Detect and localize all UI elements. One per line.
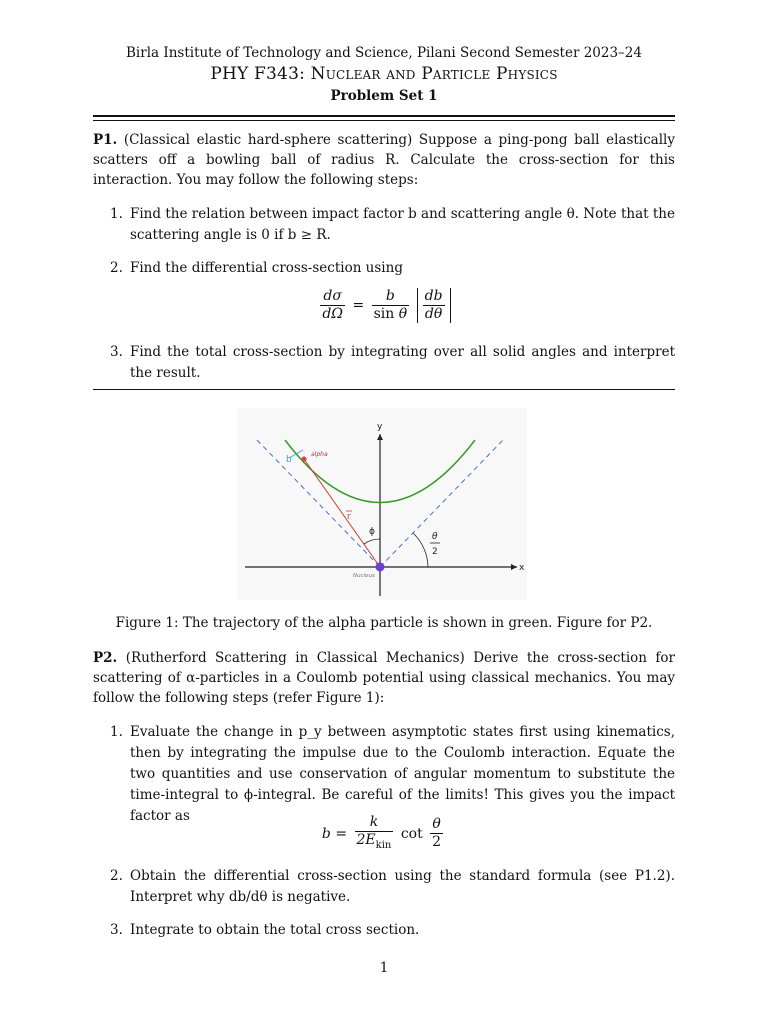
radius-label: r [347, 512, 351, 522]
p1-step-3: 3. Find the total cross-section by integrating over all solid angles and interpret the result. [110, 342, 675, 384]
theta-label-den: 2 [432, 547, 438, 557]
p2-label: P2. [93, 650, 118, 666]
impact-parameter-label: b [286, 455, 292, 465]
problem-set-title: Problem Set 1 [330, 88, 438, 104]
alpha-particle-dot [302, 457, 307, 462]
p2-step-3-text: Integrate to obtain the total cross section. [130, 922, 420, 938]
phi-label: ϕ [369, 527, 375, 537]
theta-label-num: θ [432, 532, 438, 542]
p1-step-2: 2. Find the differential cross-section using [110, 258, 675, 279]
p2-step-2-text: Obtain the differential cross-section using the standard formula (see P1.2). Interpret why db/dθ is negative. [130, 868, 675, 905]
p1-step-3-text: Find the total cross-section by integrating over all solid angles and interpret the result. [130, 344, 675, 381]
course-name: Nuclear and Particle Physics [310, 64, 558, 84]
p1-label: P1. [93, 132, 118, 148]
p1-intro-text: (Classical elastic hard-sphere scattering) Suppose a ping-pong ball elastically scatters off a bowling ball of radius R. Calculate the cross-section for this interaction. You may follow the following steps: [93, 132, 675, 188]
p1-equation: $\frac{d\sigma}{d\Omega}$ = $\frac{b}{\text{sin θ}}$ $\frac{db}{d\theta}$ [0, 288, 768, 323]
header-rule-bottom [93, 120, 675, 121]
p1-step-1-text: Find the relation between impact factor b and scattering angle θ. Note that the scattering angle is 0 if b ≥ R. [130, 206, 675, 243]
p2-step-2: 2. Obtain the differential cross-section using the standard formula (see P1.2). Interpret why db/dθ is negative. [110, 866, 675, 908]
figure-background [237, 408, 527, 600]
y-axis-label: y [377, 422, 383, 432]
p2-equation: b = $\frac{k}{2E_{kin}}$ cot $\frac{\theta}{2}$ [321, 814, 442, 851]
x-axis-label: x [519, 563, 525, 573]
institution-line: Birla Institute of Technology and Science, Pilani Second Semester 2023–24 [126, 45, 642, 61]
nucleus [376, 563, 385, 572]
course-code: PHY F343: [210, 64, 306, 84]
p1-intro [93, 130, 675, 190]
alpha-label: alpha [311, 451, 328, 458]
page-number: 1 [379, 960, 389, 976]
p2-step-1: 1. Evaluate the change in p_y between asymptotic states first using kinematics, then by integrating the impulse due to the Coulomb interaction. Equate the two quantities and use conservation of angular momentum to substitute the time-integral to ϕ-integral. Be careful of the limits! This gives you the impact factor as [110, 722, 675, 827]
p2-intro [93, 648, 675, 708]
p2-intro-text: (Rutherford Scattering in Classical Mechanics) Derive the cross-section for scattering of α-particles in a Coulomb potential using classical mechanics. You may follow the following steps (refer Figure 1): [93, 650, 675, 706]
p2-step-3: 3. Integrate to obtain the total cross section. [110, 920, 675, 941]
course-title [0, 64, 768, 84]
p1-step-1: 1. Find the relation between impact factor b and scattering angle θ. Note that the scattering angle is 0 if b ≥ R. [110, 204, 675, 246]
figure-caption: Figure 1: The trajectory of the alpha particle is shown in green. Figure for P2. [115, 615, 653, 631]
p2-step-1-text: Evaluate the change in p_y between asymptotic states first using kinematics, then by integrating the impulse due to the Coulomb interaction. Equate the two quantities and use conservation of angular momentum to substitute the time-integral to ϕ-integral. Be careful of the limits! This gives you the impact factor as [130, 724, 675, 824]
section-rule [93, 389, 675, 390]
nucleus-label: Nucleus [353, 573, 375, 579]
p1-step-2-text: Find the differential cross-section using [130, 260, 403, 276]
figure-rutherford [237, 408, 527, 600]
header-rule-top [93, 115, 675, 117]
